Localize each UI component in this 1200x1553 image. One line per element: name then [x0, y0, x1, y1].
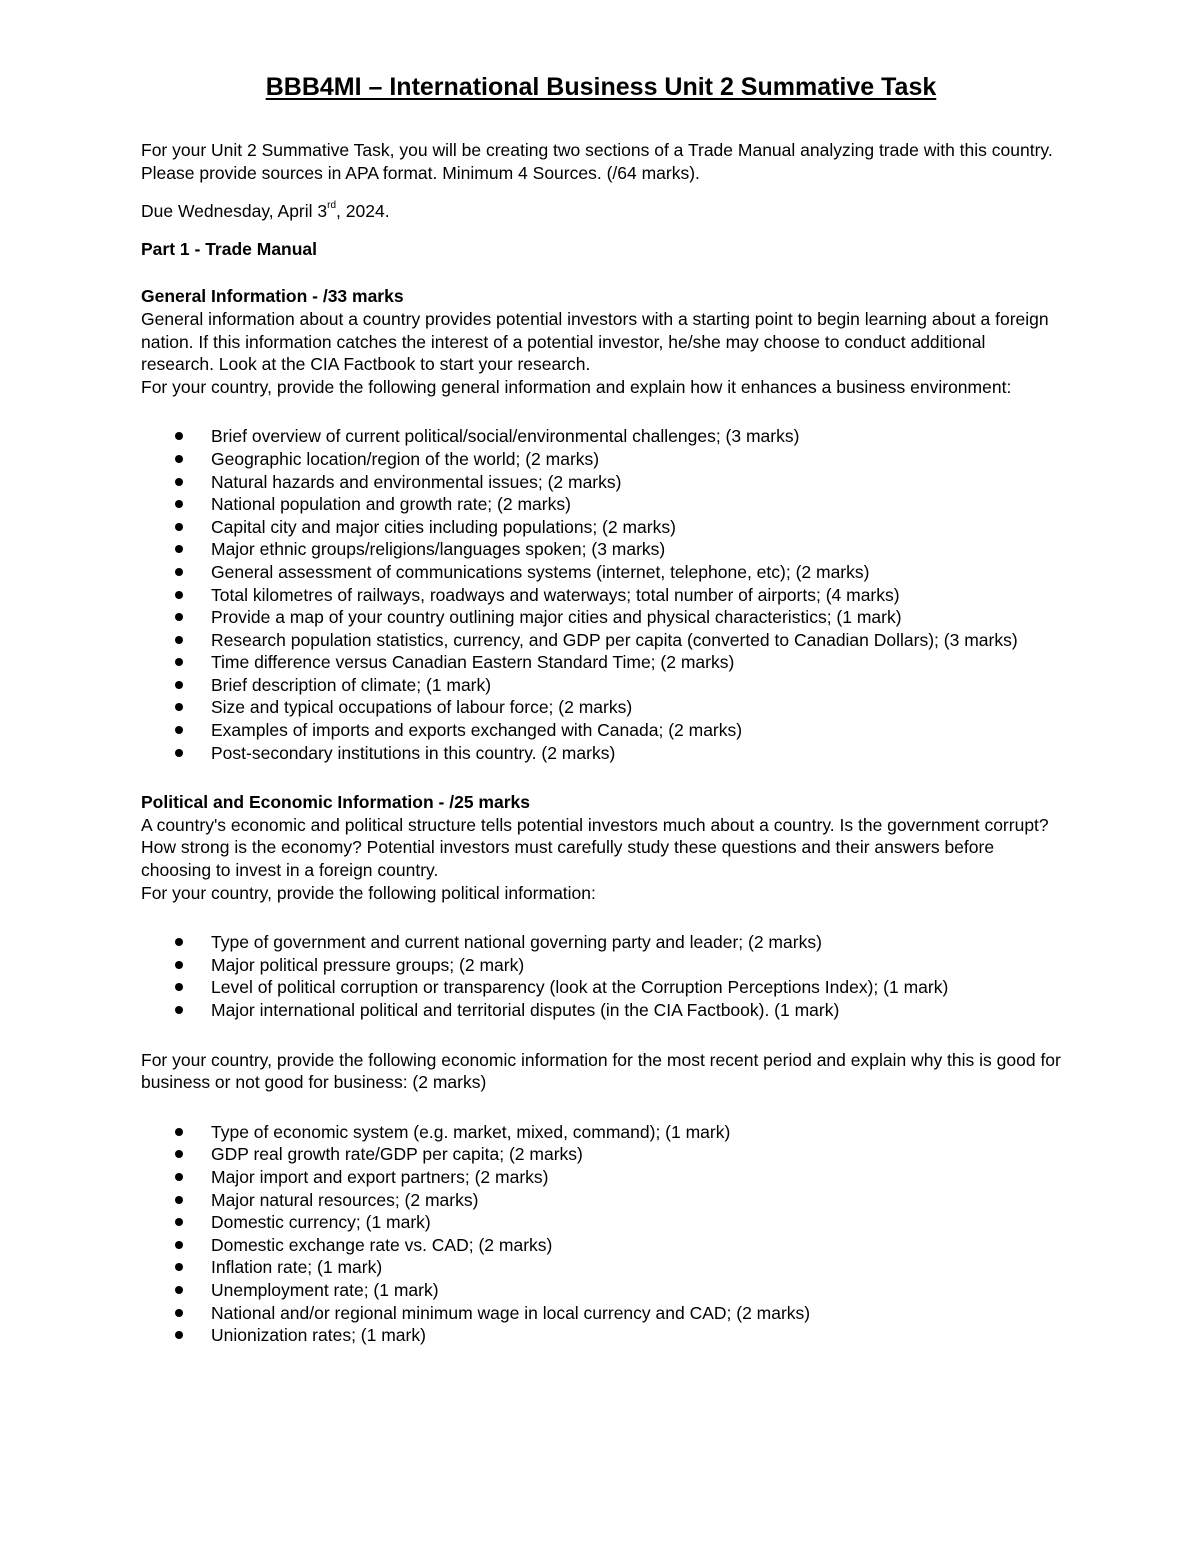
list-item-text: Type of government and current national governing party and leader; (2 marks): [211, 932, 822, 953]
bullet-icon: [175, 1150, 183, 1158]
bullet-icon: [175, 1331, 183, 1339]
bullet-icon: [175, 455, 183, 463]
list-item: [141, 742, 1061, 765]
due-date-prefix: Due Wednesday, April 3: [141, 201, 328, 222]
list-item-text: Major natural resources; (2 marks): [211, 1189, 479, 1210]
list-item: [141, 1234, 1061, 1257]
list-item-text: Brief description of climate; (1 mark): [211, 674, 492, 695]
list-item: [141, 1121, 1061, 1144]
intro-paragraph: For your Unit 2 Summative Task, you will be creating two sections of a Trade Manual analyzing trade with this country. Please provide sources in APA format. Minimum 4 Sources. (/64 marks).: [141, 140, 1053, 183]
list-item-text: Inflation rate; (1 mark): [211, 1257, 383, 1278]
list-item-text: Research population statistics, currency, and GDP per capita (converted to Canadian Dollars); (3 marks): [211, 629, 1018, 650]
bullet-icon: [175, 636, 183, 644]
list-item-text: Type of economic system (e.g. market, mixed, command); (1 mark): [211, 1121, 731, 1142]
general-info-list: [141, 425, 1061, 764]
political-info-instructions: For your country, provide the following political information:: [141, 882, 596, 903]
bullet-icon: [175, 681, 183, 689]
list-item-text: Unionization rates; (1 mark): [211, 1325, 426, 1346]
due-date-suffix: , 2024.: [336, 201, 390, 222]
bullet-icon: [175, 1286, 183, 1294]
political-economic-heading: Political and Economic Information - /25 marks: [141, 792, 530, 813]
bullet-icon: [175, 938, 183, 946]
list-item: [141, 931, 1061, 954]
list-item: [141, 1143, 1061, 1166]
economic-info-instructions: For your country, provide the following economic information for the most recent period and explain why this is good for business or not good for business: (2 marks): [141, 1049, 1061, 1093]
list-item-text: Level of political corruption or transparency (look at the Corruption Perceptions Index); (1 mark): [211, 977, 949, 998]
list-item: [141, 1279, 1061, 1302]
list-item: [141, 651, 1061, 674]
bullet-icon: [175, 1241, 183, 1249]
list-item-text: Domestic exchange rate vs. CAD; (2 marks): [211, 1234, 553, 1255]
bullet-icon: [175, 658, 183, 666]
general-info-paragraph: General information about a country provides potential investors with a starting point to begin learning about a foreign nation. If this information catches the interest of a potential investor, he/she may choose to conduct additional research. Look at the CIA Factbook to start your research.: [141, 308, 1049, 375]
list-item: [141, 976, 1061, 999]
list-item: [141, 674, 1061, 697]
list-item-text: Natural hazards and environmental issues; (2 marks): [211, 471, 622, 492]
list-item-text: GDP real growth rate/GDP per capita; (2 marks): [211, 1144, 583, 1165]
list-item: [141, 471, 1061, 494]
general-info-instructions: For your country, provide the following general information and explain how it enhances a business environment:: [141, 376, 1012, 397]
list-item-text: Capital city and major cities including populations; (2 marks): [211, 516, 676, 537]
list-item: [141, 954, 1061, 977]
list-item: [141, 696, 1061, 719]
list-item: [141, 561, 1061, 584]
list-item-text: Major import and export partners; (2 marks): [211, 1166, 549, 1187]
list-item-text: General assessment of communications systems (internet, telephone, etc); (2 marks): [211, 561, 870, 582]
due-date: [141, 200, 1061, 223]
list-item: [141, 606, 1061, 629]
bullet-icon: [175, 749, 183, 757]
bullet-icon: [175, 523, 183, 531]
list-item: [141, 1211, 1061, 1234]
list-item: [141, 448, 1061, 471]
economic-info-list: [141, 1121, 1061, 1347]
list-item-text: Total kilometres of railways, roadways and waterways; total number of airports; (4 marks): [211, 584, 900, 605]
bullet-icon: [175, 568, 183, 576]
list-item-text: National population and growth rate; (2 marks): [211, 494, 571, 515]
document-page: [141, 66, 1061, 1347]
bullet-icon: [175, 703, 183, 711]
list-item-text: Time difference versus Canadian Eastern Standard Time; (2 marks): [211, 652, 735, 673]
bullet-icon: [175, 478, 183, 486]
list-item-text: Domestic currency; (1 mark): [211, 1212, 431, 1233]
bullet-icon: [175, 1263, 183, 1271]
list-item: [141, 999, 1061, 1022]
bullet-icon: [175, 432, 183, 440]
bullet-icon: [175, 1128, 183, 1136]
list-item: [141, 584, 1061, 607]
list-item: [141, 516, 1061, 539]
bullet-icon: [175, 983, 183, 991]
document-title: BBB4MI – International Business Unit 2 Summative Task: [265, 73, 937, 101]
list-item: [141, 1189, 1061, 1212]
list-item-text: Major political pressure groups; (2 mark): [211, 954, 525, 975]
due-date-superscript: rd: [327, 200, 337, 212]
political-economic-paragraph: A country's economic and political structure tells potential investors much about a country. Is the government corrupt? How strong is the economy? Potential investors must carefully study these questions and their answers before choosing to invest in a foreign country.: [141, 814, 1049, 881]
list-item: [141, 1324, 1061, 1347]
list-item: [141, 425, 1061, 448]
list-item: [141, 1302, 1061, 1325]
list-item-text: Major ethnic groups/religions/languages spoken; (3 marks): [211, 539, 666, 560]
part1-heading: Part 1 - Trade Manual: [141, 238, 318, 259]
political-info-list: [141, 931, 1061, 1021]
bullet-icon: [175, 1006, 183, 1014]
bullet-icon: [175, 591, 183, 599]
bullet-icon: [175, 1173, 183, 1181]
bullet-icon: [175, 613, 183, 621]
list-item-text: National and/or regional minimum wage in local currency and CAD; (2 marks): [211, 1302, 811, 1323]
general-info-heading: General Information - /33 marks: [141, 286, 404, 307]
bullet-icon: [175, 500, 183, 508]
bullet-icon: [175, 545, 183, 553]
bullet-icon: [175, 726, 183, 734]
list-item-text: Unemployment rate; (1 mark): [211, 1279, 439, 1300]
bullet-icon: [175, 961, 183, 969]
list-item-text: Size and typical occupations of labour force; (2 marks): [211, 697, 633, 718]
list-item-text: Brief overview of current political/social/environmental challenges; (3 marks): [211, 426, 800, 447]
list-item: [141, 629, 1061, 652]
list-item-text: Post-secondary institutions in this country. (2 marks): [211, 742, 616, 763]
list-item-text: Provide a map of your country outlining major cities and physical characteristics; (1 mark): [211, 607, 902, 628]
bullet-icon: [175, 1309, 183, 1317]
list-item: [141, 493, 1061, 516]
list-item: [141, 1166, 1061, 1189]
list-item-text: Major international political and territorial disputes (in the CIA Factbook). (1 mark): [211, 1000, 840, 1020]
list-item-text: Examples of imports and exports exchanged with Canada; (2 marks): [211, 720, 743, 741]
list-item: [141, 538, 1061, 561]
list-item: [141, 1256, 1061, 1279]
bullet-icon: [175, 1196, 183, 1204]
list-item: [141, 719, 1061, 742]
bullet-icon: [175, 1218, 183, 1226]
list-item-text: Geographic location/region of the world; (2 marks): [211, 448, 600, 469]
